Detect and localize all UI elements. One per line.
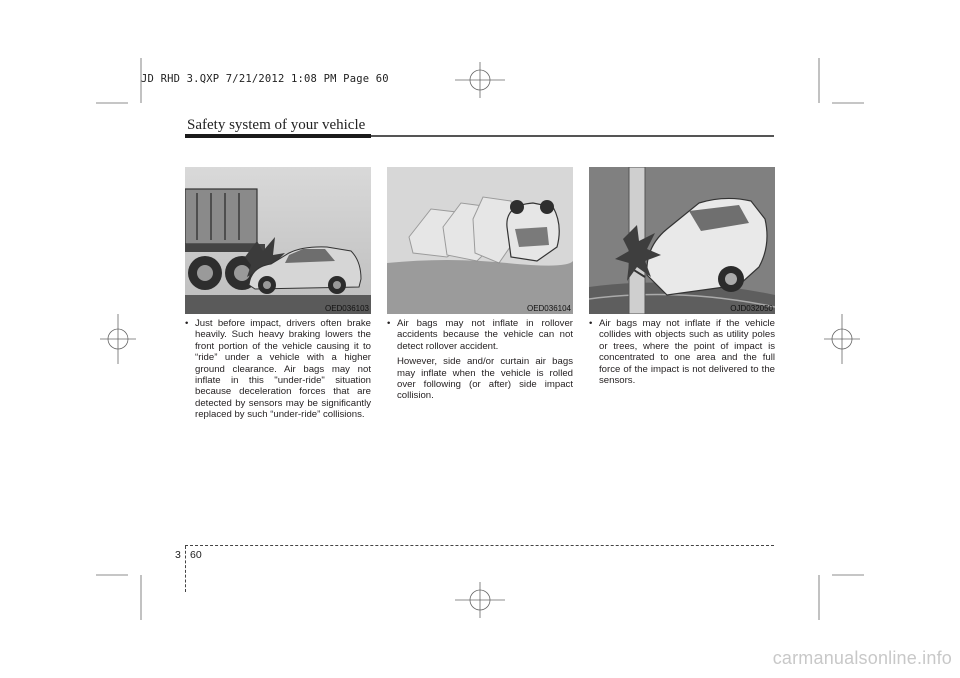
paragraph-text: However, side and/or curtain air bags may inflate when the vehicle is rolled over following (or after) side impact collision. (397, 356, 573, 402)
bullet-paragraph (185, 318, 371, 421)
text-column-3 (589, 318, 775, 386)
figure-pole-impact (589, 167, 775, 314)
page-number: 60 (190, 549, 202, 561)
chapter-number: 3 (175, 549, 181, 561)
watermark: carmanualsonline.info (772, 648, 952, 668)
figure-code: OED036104 (526, 304, 571, 313)
bullet-mark: • (589, 318, 593, 329)
bullet-paragraph (387, 318, 573, 352)
figure-under-ride (185, 167, 371, 314)
text-column-2 (387, 318, 573, 402)
car-hitting-pole-icon (589, 167, 775, 314)
figure-rollover (387, 167, 573, 314)
paragraph-text: Just before impact, drivers often brake heavily. Such heavy braking lowers the front portion of the vehicle causing it to “ride” under a vehicle with a higher ground clearance. Air bags may not inflate in this "under-ride" situation because deceleration forces that are detected by sensors may be significantly replaced by such “under-ride” collisions. (195, 318, 371, 421)
text-column-1 (185, 318, 371, 421)
footer-divider (185, 546, 186, 592)
bullet-mark: • (387, 318, 391, 329)
figure-code: OJD032050 (730, 304, 773, 313)
title-rule-thin (371, 135, 774, 137)
title-rule-thick (185, 134, 371, 138)
car-rollover-icon (387, 167, 573, 314)
bullet-paragraph (589, 318, 775, 386)
car-under-truck-icon (185, 167, 371, 314)
footer-rule (185, 545, 774, 546)
section-title: Safety system of your vehicle (187, 117, 366, 133)
file-slug: JD RHD 3.QXP 7/21/2012 1:08 PM Page 60 (141, 73, 389, 85)
bullet-mark: • (185, 318, 189, 329)
paragraph-text: Air bags may not inflate if the vehicle collides with objects such as utility poles or trees, where the point of impact is concentrated to one area and the full force of the impact is not delivered to the sensors. (599, 318, 775, 387)
figure-code: OED036103 (324, 304, 369, 313)
paragraph-text: Air bags may not inflate in rollover accidents because the vehicle can not detect rollover accident. (397, 318, 573, 352)
